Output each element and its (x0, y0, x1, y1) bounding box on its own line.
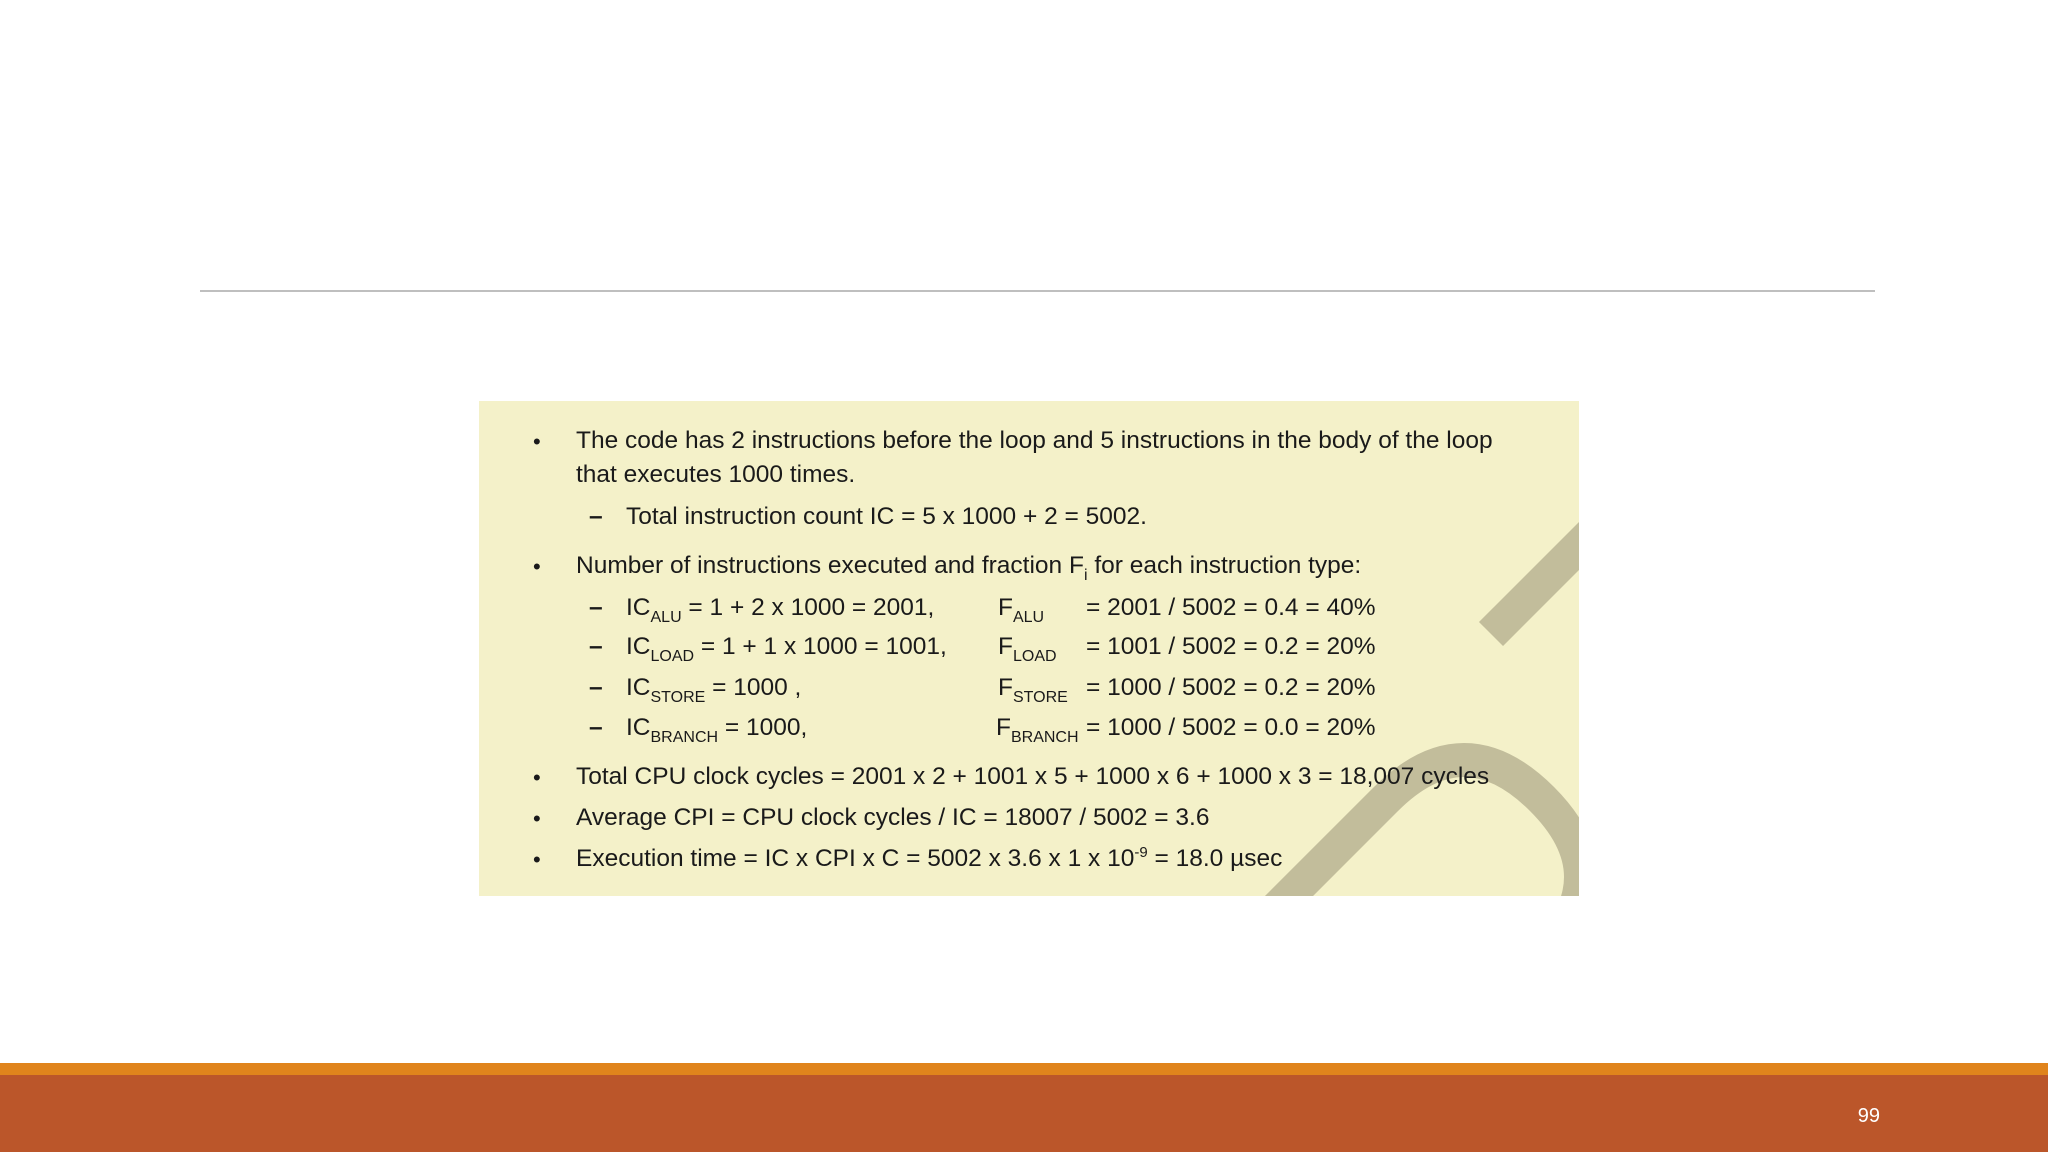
dash-marker: – (589, 503, 603, 530)
slide-footer (0, 1075, 2048, 1152)
bullet-marker: • (533, 429, 541, 454)
dash-marker: – (589, 633, 603, 660)
bullet-3-text: Total CPU clock cycles = 2001 x 2 + 1001 x 5 + 1000 x 6 + 1000 x 3 = 18,007 cycles (576, 763, 1490, 790)
f-branch-label: $F_{BRANCH}$ (996, 714, 1079, 746)
bullet-marker: • (533, 847, 541, 872)
title-divider (200, 290, 1875, 292)
f-store-value: = 1000 / 5002 = 0.2 = 20% (1086, 674, 1376, 701)
bullet-marker: • (533, 765, 541, 790)
f-load-value: = 1001 / 5002 = 0.2 = 20% (1086, 633, 1376, 660)
f-load-label: $F_{LOAD}$ (998, 633, 1057, 665)
bullet-marker: • (533, 806, 541, 831)
ic-store: $IC_{STORE} = 1000$ , (626, 674, 802, 706)
dash-marker: – (589, 714, 603, 741)
f-alu-value: = 2001 / 5002 = 0.4 = 40% (1086, 594, 1376, 621)
ic-load: $IC_{LOAD} = 1 + 1$ x 1000 = 1001, (626, 633, 947, 665)
f-store-label: $F_{STORE}$ (998, 674, 1068, 706)
footer-accent-stripe (0, 1063, 2048, 1075)
bullet-1-line-2: that executes 1000 times. (576, 461, 856, 488)
ic-branch: $IC_{BRANCH} = 1000$, (626, 714, 808, 746)
bullet-5-text: Execution time = IC x CPI x C = 5002 x 3.6 x 1 x $10^{-9} = 18.0$ µsec (576, 844, 1283, 872)
bullet-1-sub: Total instruction count IC = 5 x 1000 + 2 = 5002. (626, 503, 1147, 530)
f-alu-label: $F_{ALU}$ (998, 594, 1045, 626)
ic-alu: $IC_{ALU} = 1 + 2$ x 1000 = 2001, (626, 594, 935, 626)
f-branch-value: = 1000 / 5002 = 0.0 = 20% (1086, 714, 1376, 741)
bullet-1-line-1: The code has 2 instructions before the loop and 5 instructions in the body of the loop (576, 427, 1493, 454)
slide-text (479, 401, 1579, 896)
dash-marker: – (589, 594, 603, 621)
dash-marker: – (589, 674, 603, 701)
content-panel (479, 401, 1579, 896)
bullet-4-text: Average CPI = CPU clock cycles / IC = 18007 / 5002 = 3.6 (576, 804, 1210, 831)
bullet-2-text: Number of instructions executed and fraction $F_i$ for each instruction type: (576, 552, 1362, 584)
page-number: 99 (1857, 1105, 1880, 1127)
bullet-marker: • (533, 554, 541, 579)
